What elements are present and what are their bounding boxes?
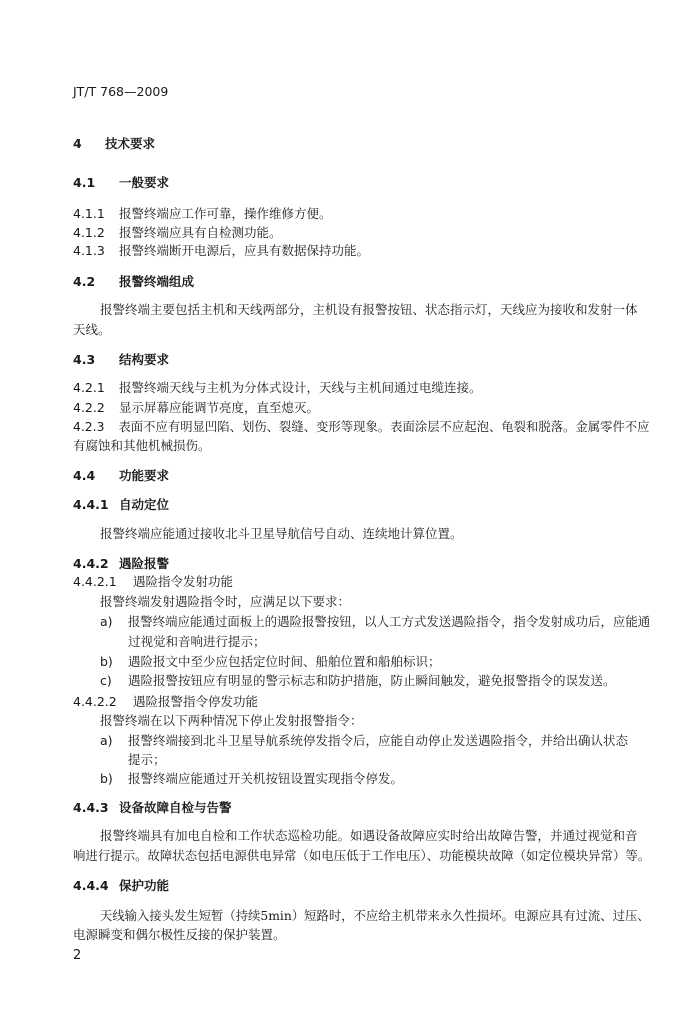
section-number: 4.3: [73, 352, 96, 367]
page-number: 2: [73, 948, 82, 963]
section-title: 遇险报警: [119, 556, 170, 571]
section-title: 自动定位: [119, 497, 170, 512]
clause-text: 表面不应有明显凹陷、划伤、裂缝、变形等现象。表面涂层不应起泡、龟裂和脱落。金属零件不应: [118, 419, 650, 434]
section-title: 遇险报警指令停发功能: [133, 694, 259, 709]
list-item-b: [100, 771, 403, 787]
clause-4-1-3: [73, 243, 369, 259]
section-number: 4.4.4: [73, 878, 109, 893]
section-number: 4.4: [73, 468, 96, 483]
clause-text: 报警终端应工作可靠，操作维修方便。: [119, 206, 332, 221]
section-title: 功能要求: [119, 468, 170, 483]
clause-text: 报警终端应具有自检测功能。: [119, 225, 282, 240]
paragraph-line: 天线。: [73, 322, 111, 337]
section-4-4-2-1-heading: [73, 574, 233, 590]
list-text: 报警终端应能通过开关机按钮设置实现指令停发。: [128, 771, 404, 786]
clause-number: 4.2.2: [73, 400, 105, 415]
list-label: c): [100, 673, 112, 688]
list-text: 报警终端接到北斗卫星导航系统停发指令后，应能自动停止发送遇险指令，并给出确认状态: [128, 733, 629, 748]
list-item-a: [100, 733, 628, 749]
clause-number: 4.1.2: [73, 225, 105, 240]
section-title: 技术要求: [105, 136, 156, 151]
clause-4-2-1: [73, 380, 482, 396]
section-4-4-heading: [73, 468, 169, 484]
clause-4-1-2: [73, 225, 282, 241]
document-header-id: JT/T 768—2009: [73, 84, 169, 99]
list-text: 遇险报文中至少应包括定位时间、船舶位置和船舶标识；: [128, 654, 441, 669]
section-number: 4.4.2: [73, 556, 109, 571]
clause-number: 4.1.3: [73, 243, 105, 258]
clause-text: 显示屏幕应能调节亮度，直至熄灭。: [119, 400, 320, 415]
clause-text: 报警终端断开电源后，应具有数据保持功能。: [119, 243, 370, 258]
paragraph-line: 电源瞬变和偶尔极性反接的保护装置。: [73, 927, 286, 942]
section-4-2-heading: [73, 274, 194, 290]
clause-4-2-2: [73, 400, 319, 416]
section-title: 保护功能: [119, 878, 170, 893]
list-continuation: 提示；: [128, 752, 166, 767]
paragraph-line: 报警终端发射遇险指令时，应满足以下要求：: [100, 594, 351, 609]
section-number: 4.4.2.2: [73, 694, 117, 709]
list-item-b: [100, 654, 441, 670]
section-4-4-3-heading: [73, 800, 232, 816]
paragraph-line: 报警终端在以下两种情况下停止发射报警指令：: [100, 713, 363, 728]
paragraph-line: 有腐蚀和其他机械损伤。: [73, 438, 211, 453]
section-4-4-2-heading: [73, 556, 169, 572]
section-number: 4.2: [73, 274, 96, 289]
section-4-3-heading: [73, 352, 169, 368]
section-4-4-1-heading: [73, 497, 169, 513]
clause-4-1-1: [73, 206, 332, 222]
section-title: 结构要求: [119, 352, 170, 367]
section-4-4-4-heading: [73, 878, 169, 894]
section-title: 报警终端组成: [119, 274, 195, 289]
clause-number: 4.2.3: [73, 419, 105, 434]
paragraph-line: 报警终端应能通过接收北斗卫星导航信号自动、连续地计算位置。: [100, 526, 463, 541]
list-text: 遇险报警按钮应有明显的警示标志和防护措施，防止瞬间触发，避免报警指令的误发送。: [128, 673, 616, 688]
section-number: 4.4.1: [73, 497, 109, 512]
paragraph-line: 响进行提示。故障状态包括电源供电异常（如电压低于工作电压）、功能模块故障（如定位模块异常）等。: [73, 848, 651, 863]
paragraph-line: 报警终端具有加电自检和工作状态巡检功能。如遇设备故障应实时给出故障告警，并通过视觉和音: [100, 828, 638, 843]
clause-number: 4.2.1: [73, 380, 105, 395]
list-item-a: [100, 614, 650, 630]
list-label: a): [100, 614, 113, 629]
paragraph-line: 报警终端主要包括主机和天线两部分，主机设有报警按钮、状态指示灯，天线应为接收和发射一体: [100, 302, 638, 317]
section-title: 设备故障自检与告警: [119, 800, 232, 815]
section-number: 4.4.2.1: [73, 574, 117, 589]
list-item-c: [100, 673, 616, 689]
clause-text: 报警终端天线与主机为分体式设计，天线与主机间通过电缆连接。: [119, 380, 482, 395]
section-title: 一般要求: [119, 175, 170, 190]
section-number: 4: [73, 136, 82, 151]
section-title: 遇险指令发射功能: [133, 574, 234, 589]
section-number: 4.4.3: [73, 800, 109, 815]
section-4-4-2-2-heading: [73, 694, 258, 710]
section-number: 4.1: [73, 175, 96, 190]
list-continuation: 过视觉和音响进行提示；: [128, 634, 266, 649]
section-4-heading: [73, 136, 155, 152]
paragraph-line: 天线输入接头发生短暂（持续5min）短路时，不应给主机带来永久性损坏。电源应具有过流、过压、: [100, 908, 650, 923]
list-label: b): [100, 654, 113, 669]
clause-number: 4.1.1: [73, 206, 105, 221]
clause-4-2-3: [73, 419, 650, 435]
list-text: 报警终端应能通过面板上的遇险报警按钮，以人工方式发送遇险指令，指令发射成功后，应能通: [127, 614, 651, 629]
section-4-1-heading: [73, 175, 169, 191]
list-label: a): [100, 733, 113, 748]
list-label: b): [100, 771, 113, 786]
